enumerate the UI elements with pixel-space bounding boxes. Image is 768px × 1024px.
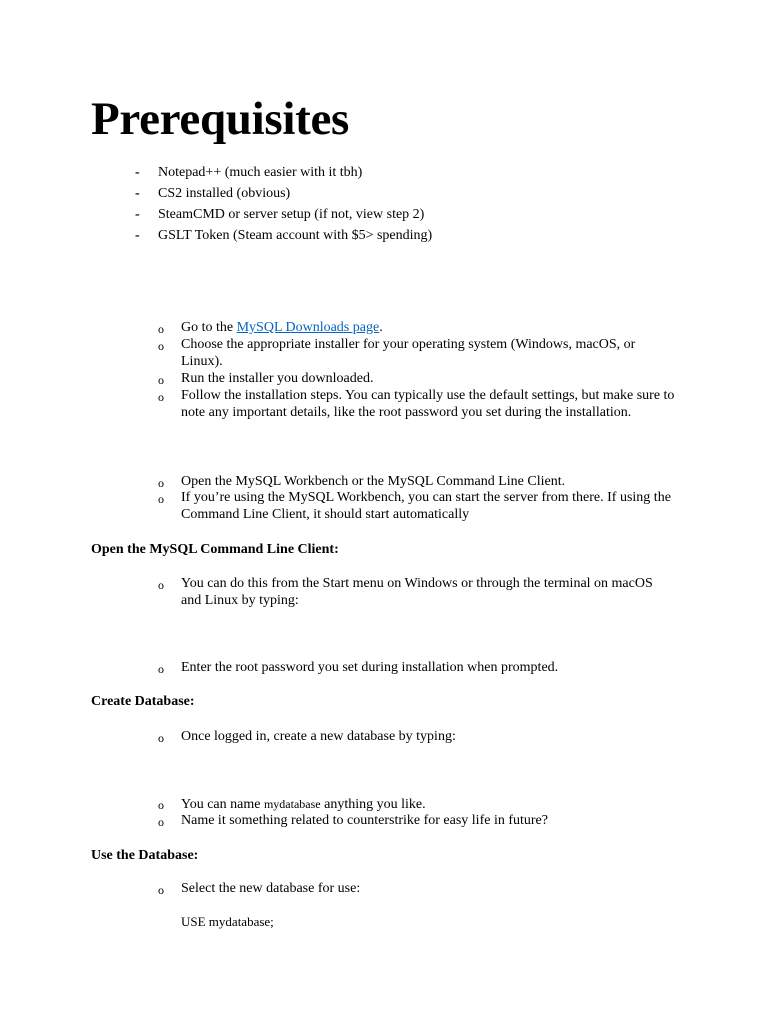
bullet-marker: o bbox=[158, 662, 164, 676]
follow-step: Follow the installation steps. You can typically use the default settings, but make sure to note any important details, like the root password you set during the installation. bbox=[181, 388, 675, 420]
enter-password-step: Enter the root password you set during installation when prompted. bbox=[181, 660, 559, 675]
dash-marker: - bbox=[135, 207, 140, 222]
name-step bbox=[181, 796, 676, 814]
start-menu-step: You can do this from the Start menu on Windows or through the terminal on macOS and Linux by typing: bbox=[181, 576, 653, 608]
prereq-text: Notepad++ (much easier with it tbh) bbox=[158, 165, 363, 180]
bullet-marker: o bbox=[158, 390, 164, 404]
once-step: Once logged in, create a new database by typing: bbox=[181, 729, 456, 744]
download-step bbox=[181, 320, 676, 337]
choose-step: Choose the appropriate installer for your operating system (Windows, macOS, or Linux). bbox=[181, 337, 636, 369]
page-title: Prerequisites bbox=[91, 93, 350, 145]
name-prefix: You can name bbox=[181, 797, 264, 812]
mysql-downloads-link[interactable]: MySQL Downloads page bbox=[236, 320, 380, 335]
bullet-marker: o bbox=[158, 798, 164, 812]
prereq-text: SteamCMD or server setup (if not, view step 2) bbox=[158, 207, 425, 222]
name-related-step: Name it something related to counterstrike for easy life in future? bbox=[181, 813, 548, 828]
select-step: Select the new database for use: bbox=[181, 881, 361, 896]
create-heading: Create Database: bbox=[91, 694, 195, 709]
use-code: USE mydatabase; bbox=[181, 914, 274, 929]
use-heading: Use the Database: bbox=[91, 848, 199, 863]
bullet-marker: o bbox=[158, 322, 164, 336]
download-prefix: Go to the bbox=[181, 320, 237, 335]
open-step: Open the MySQL Workbench or the MySQL Command Line Client. bbox=[181, 474, 566, 489]
bullet-marker: o bbox=[158, 731, 164, 745]
bullet-marker: o bbox=[158, 578, 164, 592]
bullet-marker: o bbox=[158, 476, 164, 490]
using-step: If you’re using the MySQL Workbench, you can start the server from there. If using the Command Line Client, it should start automatically bbox=[181, 490, 671, 522]
prereq-text: CS2 installed (obvious) bbox=[158, 186, 291, 201]
download-suffix: . bbox=[379, 320, 383, 335]
run-step: Run the installer you downloaded. bbox=[181, 371, 374, 386]
name-suffix: anything you like. bbox=[320, 797, 426, 812]
dash-marker: - bbox=[135, 186, 140, 201]
cli-heading: Open the MySQL Command Line Client: bbox=[91, 542, 339, 557]
bullet-marker: o bbox=[158, 815, 164, 829]
bullet-marker: o bbox=[158, 492, 164, 506]
dash-marker: - bbox=[135, 228, 140, 243]
bullet-marker: o bbox=[158, 883, 164, 897]
prereq-text: GSLT Token (Steam account with $5> spending) bbox=[158, 228, 433, 243]
name-code: mydatabase bbox=[263, 797, 321, 811]
bullet-marker: o bbox=[158, 339, 164, 353]
dash-marker: - bbox=[135, 165, 140, 180]
bullet-marker: o bbox=[158, 373, 164, 387]
